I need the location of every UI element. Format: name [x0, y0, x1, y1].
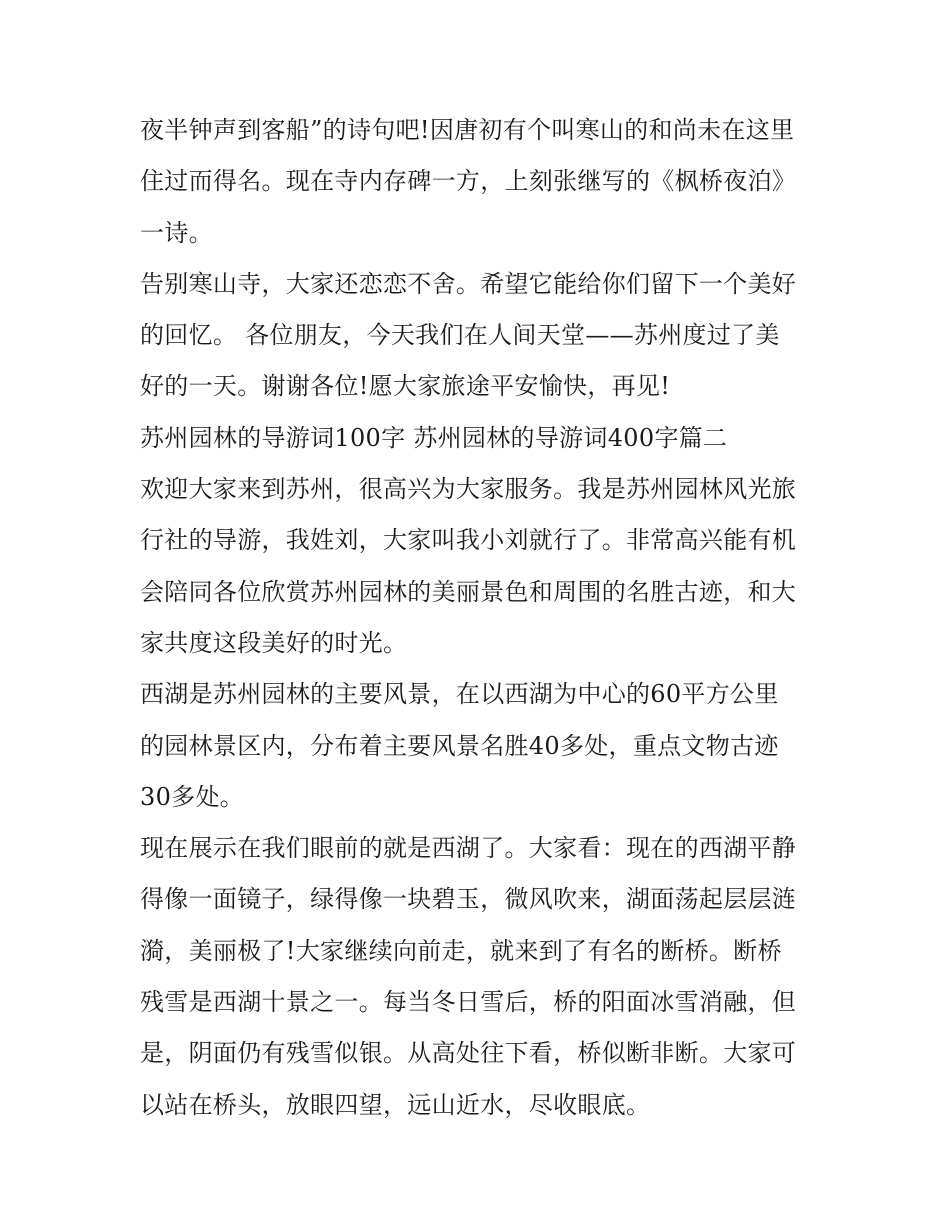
- text-line: 家共度这段美好的时光。: [140, 628, 408, 657]
- text-line: 好的一天。谢谢各位!愿大家旅途平安愉快，再见!: [140, 372, 671, 401]
- text-line: 行社的导游，我姓刘，大家叫我小刘就行了。非常高兴能有机: [140, 526, 797, 555]
- text-line: 的回忆。 各位朋友，今天我们在人间天堂——苏州度过了美: [140, 321, 780, 350]
- text-line: 夜半钟声到客船”的诗句吧!因唐初有个叫寒山的和尚未在这里: [140, 116, 795, 144]
- section-heading: 苏州园林的导游词100字 苏州园林的导游词400字篇二: [140, 423, 728, 452]
- text-line: 一诗。: [140, 218, 213, 247]
- document-body: [140, 105, 830, 1131]
- text-line: 欢迎大家来到苏州，很高兴为大家服务。我是苏州园林风光旅: [140, 475, 797, 504]
- text-line: 告别寒山寺，大家还恋恋不舍。希望它能给你们留下一个美好: [140, 269, 797, 298]
- text-line: 以站在桥头，放眼四望，远山近水，尽收眼底。: [140, 1090, 651, 1119]
- text-line: 残雪是西湖十景之一。每当冬日雪后，桥的阳面冰雪消融，但: [140, 988, 797, 1017]
- text-line: 30多处。: [140, 782, 245, 811]
- text-line: 得像一面镜子，绿得像一块碧玉，微风吹来，湖面荡起层层涟: [140, 885, 797, 914]
- text-line: 现在展示在我们眼前的就是西湖了。大家看：现在的西湖平静: [140, 834, 797, 863]
- text-line: 西湖是苏州园林的主要风景，在以西湖为中心的60平方公里: [140, 680, 779, 709]
- text-line: 漪，美丽极了!大家继续向前走，就来到了有名的断桥。断桥: [140, 936, 782, 965]
- text-line: 住过而得名。现在寺内存碑一方，上刻张继写的《枫桥夜泊》: [140, 167, 797, 196]
- text-line: 是，阴面仍有残雪似银。从高处往下看，桥似断非断。大家可: [140, 1039, 797, 1068]
- text-line: 的园林景区内，分布着主要风景名胜40多处，重点文物古迹: [140, 731, 779, 760]
- text-line: 会陪同各位欣赏苏州园林的美丽景色和周围的名胜古迹，和大: [140, 577, 797, 606]
